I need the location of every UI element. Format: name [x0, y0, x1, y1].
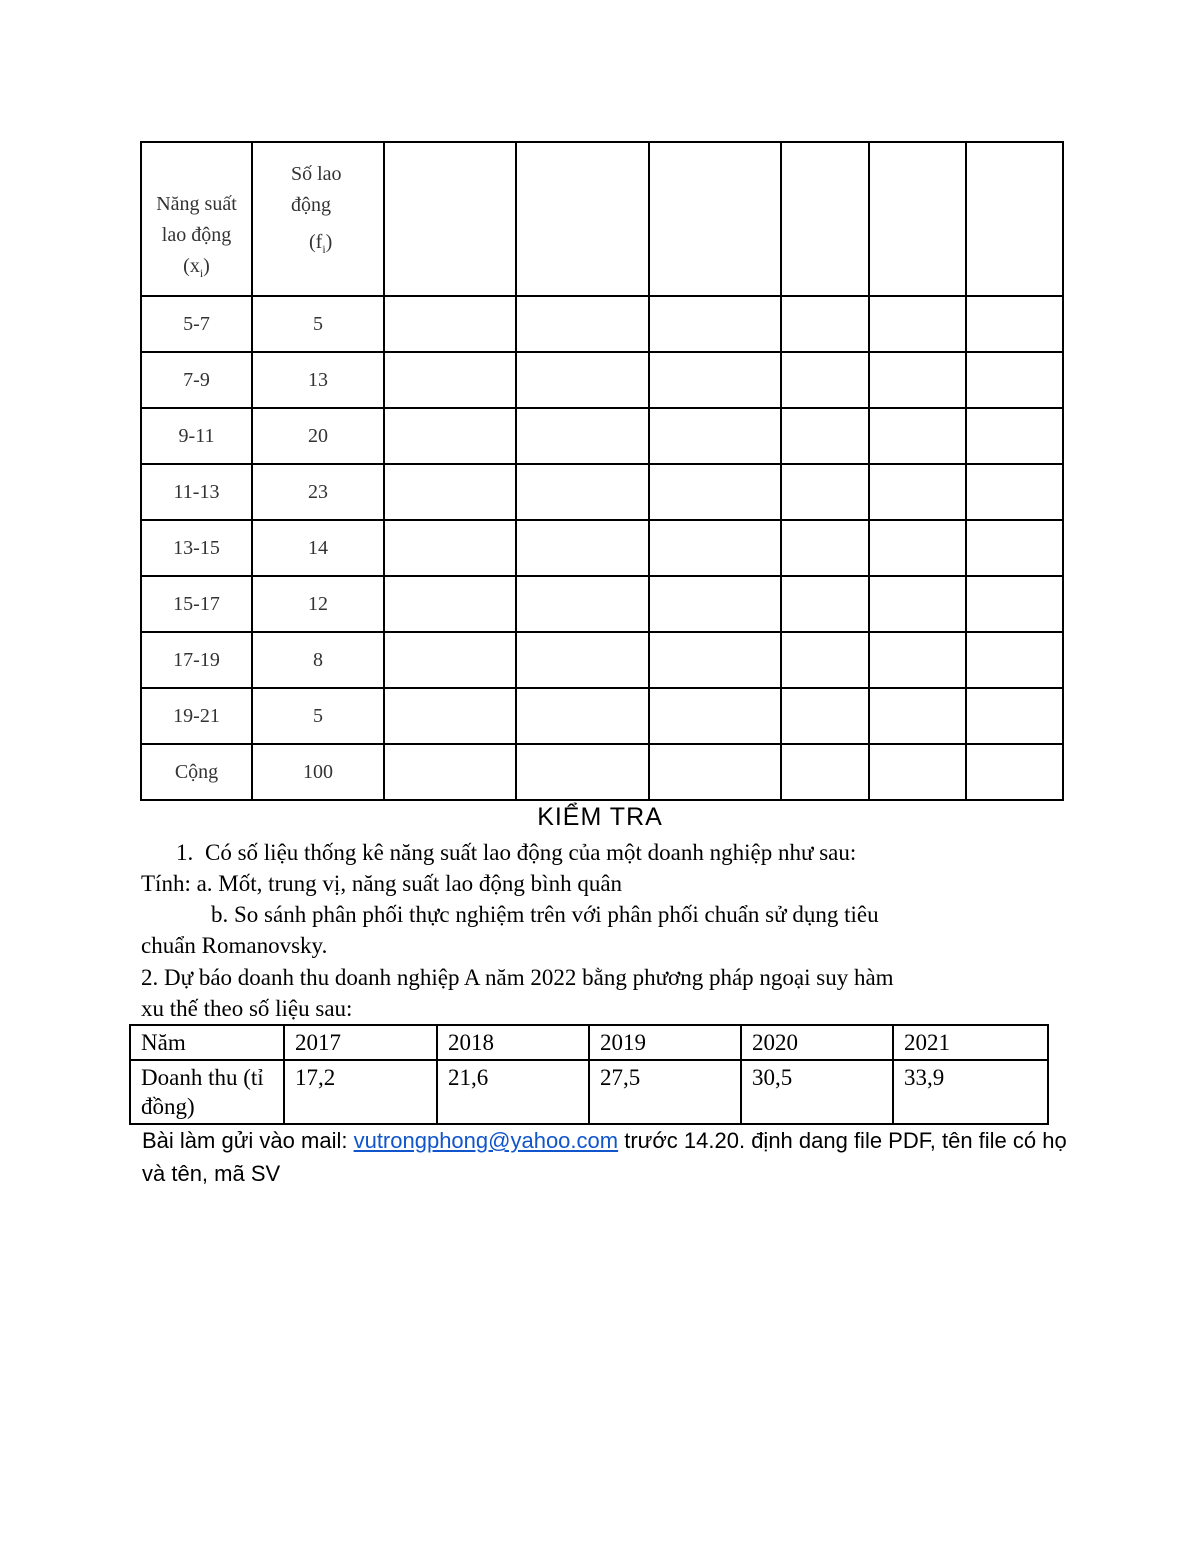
empty-cell — [384, 352, 516, 408]
empty-cell — [516, 520, 649, 576]
range-cell: 5-7 — [141, 296, 252, 352]
revenue-table — [129, 1024, 1049, 1125]
revenue-cell: 33,9 — [893, 1060, 1048, 1124]
empty-cell — [966, 408, 1063, 464]
question-1-text: Có số liệu thống kê năng suất lao động của một doanh nghiệp như sau: — [205, 840, 857, 865]
range-cell: 7-9 — [141, 352, 252, 408]
question-1-task-b-cont: chuẩn Romanovsky. — [141, 933, 328, 958]
empty-cell — [516, 352, 649, 408]
total-label-cell: Cộng — [141, 744, 252, 800]
count-cell: 20 — [252, 408, 384, 464]
question-1 — [176, 840, 856, 866]
count-cell: 12 — [252, 576, 384, 632]
empty-cell — [384, 142, 516, 296]
empty-cell — [384, 688, 516, 744]
revenue-row — [130, 1060, 1048, 1124]
table-row — [141, 464, 1063, 520]
empty-cell — [384, 744, 516, 800]
empty-cell — [649, 520, 781, 576]
question-1-number: 1. — [176, 840, 194, 865]
empty-cell — [384, 520, 516, 576]
empty-cell — [781, 744, 869, 800]
count-cell: 5 — [252, 296, 384, 352]
table-header-row — [141, 142, 1063, 296]
empty-cell — [649, 408, 781, 464]
question-1-task-a: Tính: a. Mốt, trung vị, năng suất lao động bình quân — [141, 871, 623, 896]
year-cell: 2021 — [893, 1025, 1048, 1060]
revenue-label-cell: Doanh thu (tỉ đồng) — [130, 1060, 284, 1124]
year-cell: 2018 — [437, 1025, 589, 1060]
empty-cell — [649, 688, 781, 744]
empty-cell — [649, 632, 781, 688]
range-cell: 11-13 — [141, 464, 252, 520]
empty-cell — [781, 352, 869, 408]
question-2-text-cont: xu thế theo số liệu sau: — [141, 996, 353, 1021]
empty-cell — [781, 464, 869, 520]
empty-cell — [869, 352, 966, 408]
header-productivity: Năng suất lao động $(x_i)$ — [141, 142, 252, 296]
empty-cell — [781, 520, 869, 576]
year-row — [130, 1025, 1048, 1060]
revenue-cell: 21,6 — [437, 1060, 589, 1124]
empty-cell — [384, 296, 516, 352]
empty-cell — [649, 464, 781, 520]
table-row — [141, 352, 1063, 408]
empty-cell — [516, 632, 649, 688]
range-cell: 9-11 — [141, 408, 252, 464]
empty-cell — [966, 464, 1063, 520]
empty-cell — [966, 296, 1063, 352]
email-link[interactable]: vutrongphong@yahoo.com — [353, 1128, 619, 1153]
empty-cell — [516, 688, 649, 744]
range-cell: 19-21 — [141, 688, 252, 744]
year-cell: 2019 — [589, 1025, 741, 1060]
question-1-task-b: b. So sánh phân phối thực nghiệm trên với phân phối chuẩn sử dụng tiêu — [211, 902, 879, 927]
empty-cell — [649, 352, 781, 408]
empty-cell — [966, 744, 1063, 800]
count-cell: 8 — [252, 632, 384, 688]
empty-cell — [516, 142, 649, 296]
empty-cell — [781, 632, 869, 688]
empty-cell — [966, 576, 1063, 632]
frequency-table — [140, 141, 1064, 801]
section-title: KIỂM TRA — [537, 803, 663, 831]
submission-suffix: trước 14.20. định dang file PDF, tên file có họ và tên, mã SV — [142, 1128, 1067, 1186]
count-cell: 13 — [252, 352, 384, 408]
total-count-cell: 100 — [252, 744, 384, 800]
table-row — [141, 408, 1063, 464]
range-cell: 13-15 — [141, 520, 252, 576]
empty-cell — [869, 688, 966, 744]
empty-cell — [869, 408, 966, 464]
empty-cell — [966, 688, 1063, 744]
empty-cell — [869, 744, 966, 800]
empty-cell — [649, 744, 781, 800]
year-label-cell: Năm — [130, 1025, 284, 1060]
count-cell: 23 — [252, 464, 384, 520]
empty-cell — [384, 464, 516, 520]
empty-cell — [384, 576, 516, 632]
revenue-cell: 27,5 — [589, 1060, 741, 1124]
empty-cell — [516, 744, 649, 800]
empty-cell — [649, 142, 781, 296]
question-2-text: 2. Dự báo doanh thu doanh nghiệp A năm 2022 bằng phương pháp ngoại suy hàm — [141, 965, 894, 990]
table-row — [141, 296, 1063, 352]
empty-cell — [516, 576, 649, 632]
empty-cell — [966, 520, 1063, 576]
empty-cell — [516, 296, 649, 352]
header-worker-count: Số lao động $(f_i)$ — [252, 142, 384, 296]
count-cell: 5 — [252, 688, 384, 744]
empty-cell — [966, 142, 1063, 296]
table-row — [141, 520, 1063, 576]
empty-cell — [869, 576, 966, 632]
range-cell: 15-17 — [141, 576, 252, 632]
range-cell: 17-19 — [141, 632, 252, 688]
empty-cell — [966, 352, 1063, 408]
empty-cell — [384, 632, 516, 688]
table-row — [141, 632, 1063, 688]
submission-prefix: Bài làm gửi vào mail: — [142, 1128, 354, 1153]
empty-cell — [516, 408, 649, 464]
empty-cell — [649, 296, 781, 352]
empty-cell — [781, 688, 869, 744]
empty-cell — [781, 142, 869, 296]
empty-cell — [781, 576, 869, 632]
submission-instructions — [142, 1124, 1082, 1190]
count-cell: 14 — [252, 520, 384, 576]
table-total-row — [141, 744, 1063, 800]
table-row — [141, 576, 1063, 632]
empty-cell — [384, 408, 516, 464]
revenue-cell: 17,2 — [284, 1060, 437, 1124]
empty-cell — [649, 576, 781, 632]
empty-cell — [869, 632, 966, 688]
year-cell: 2020 — [741, 1025, 893, 1060]
revenue-cell: 30,5 — [741, 1060, 893, 1124]
table-row — [141, 688, 1063, 744]
empty-cell — [869, 296, 966, 352]
year-cell: 2017 — [284, 1025, 437, 1060]
empty-cell — [781, 296, 869, 352]
empty-cell — [869, 464, 966, 520]
empty-cell — [869, 520, 966, 576]
empty-cell — [516, 464, 649, 520]
empty-cell — [966, 632, 1063, 688]
empty-cell — [781, 408, 869, 464]
empty-cell — [869, 142, 966, 296]
